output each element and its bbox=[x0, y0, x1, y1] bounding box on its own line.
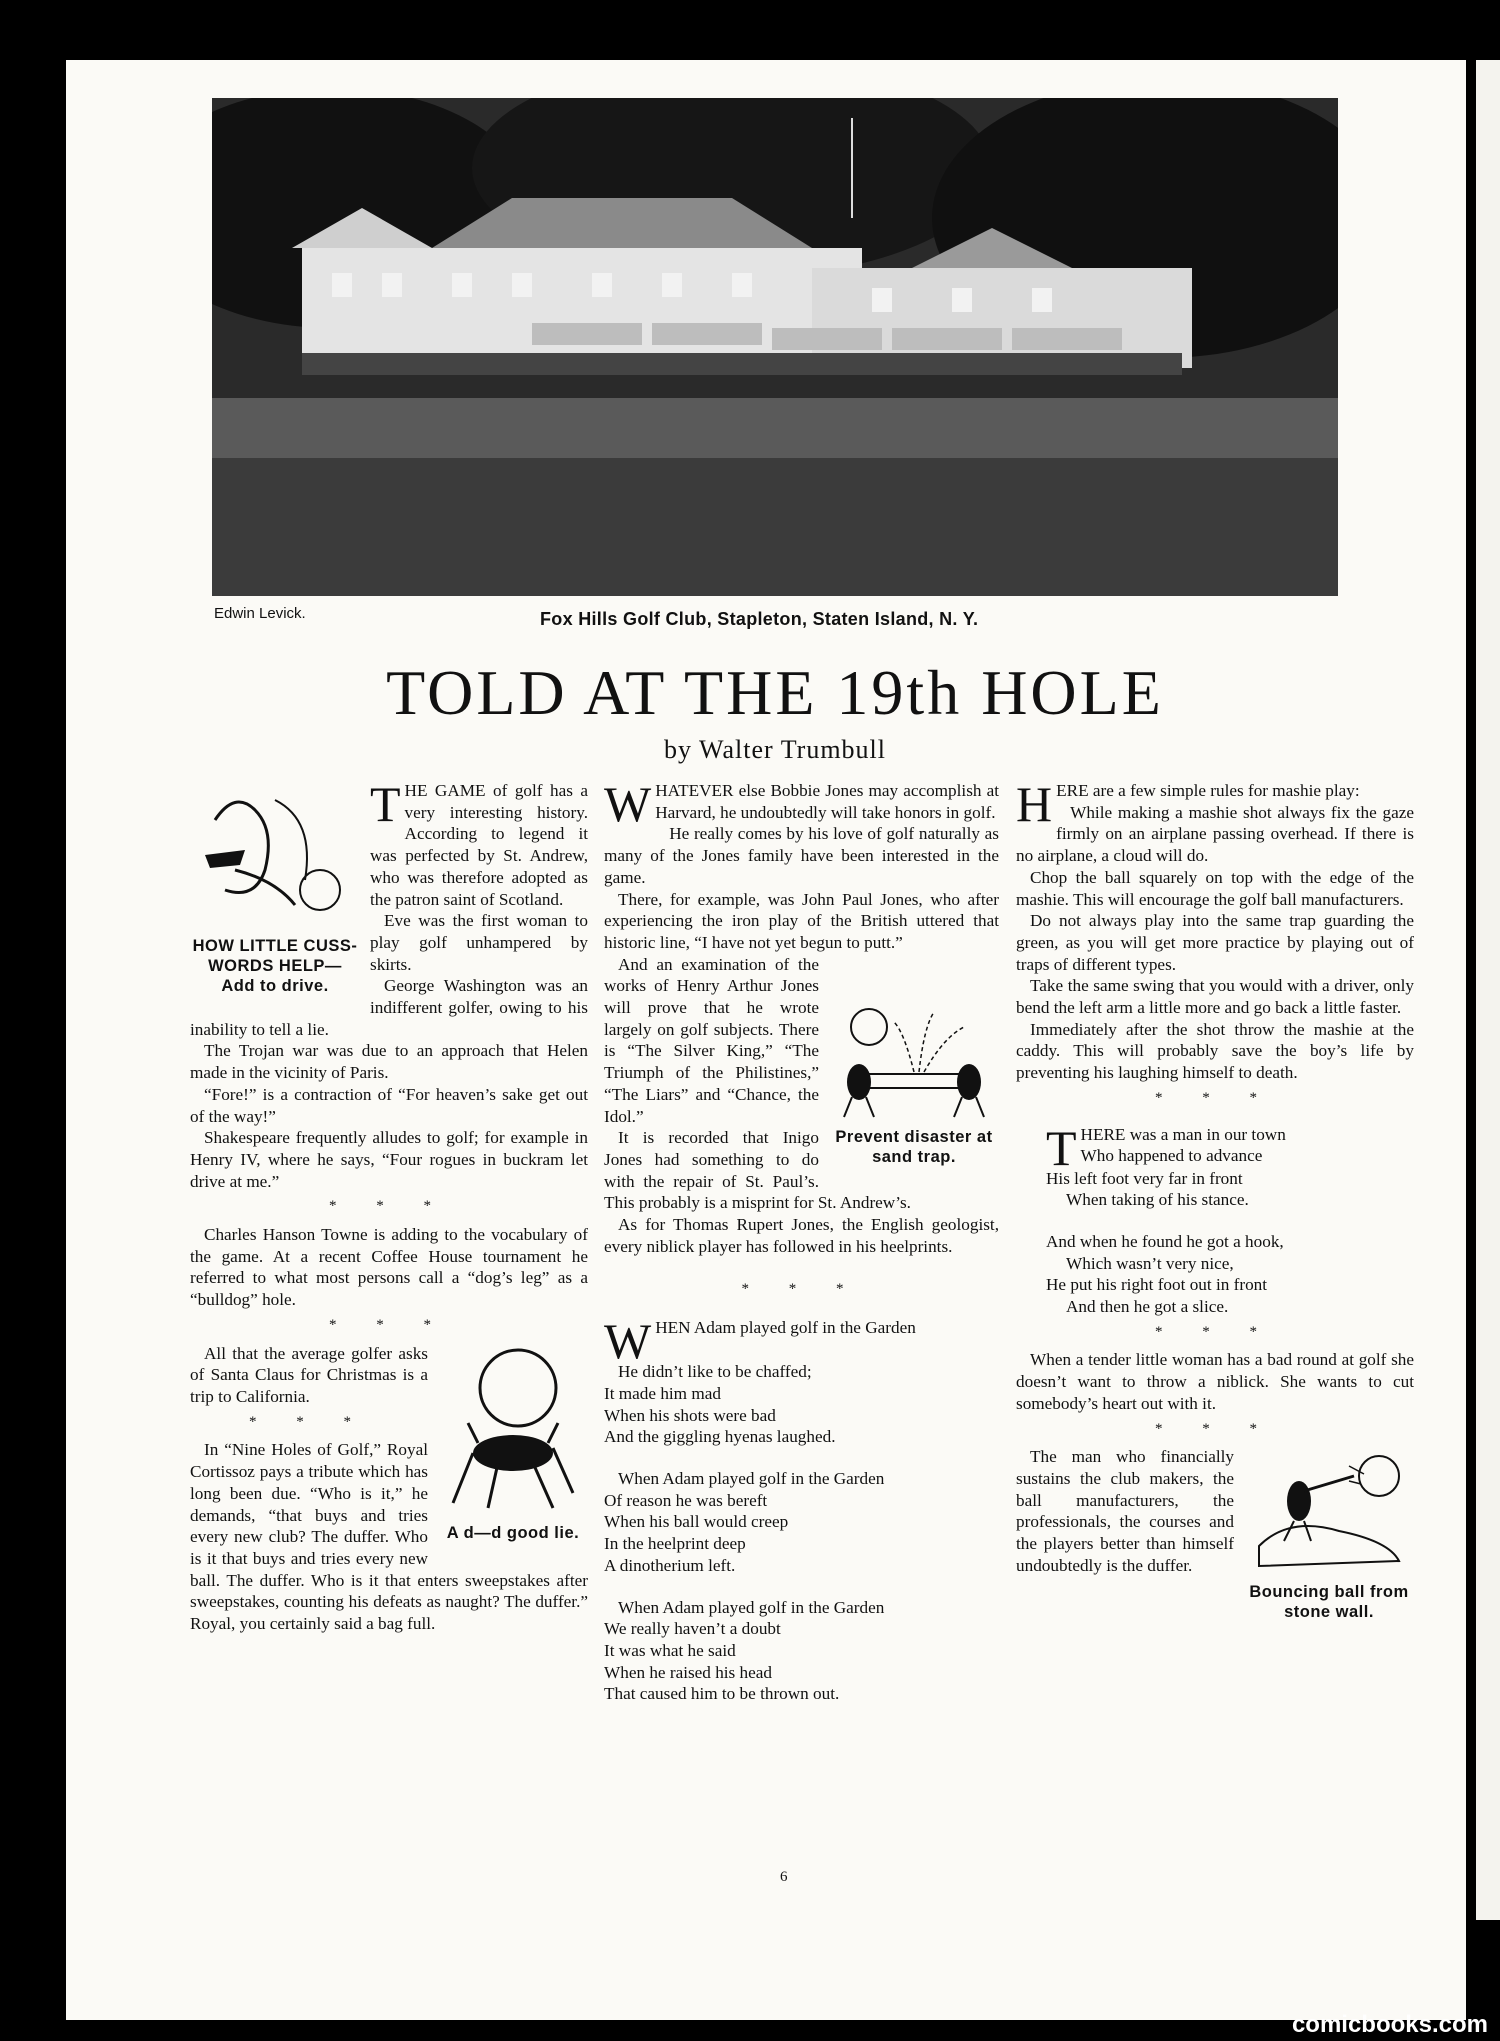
paragraph: Shakespeare frequently alludes to golf; for example in Henry IV, where he says, “Four rogues in buckram let drive at me.” bbox=[190, 1128, 588, 1191]
illustration-caption-sub: Add to drive. bbox=[221, 976, 329, 995]
paragraph: When a tender little woman has a bad round at golf she doesn’t want to throw a niblick. She wants to cut somebody’s heart out with it. bbox=[1016, 1350, 1414, 1413]
golfer-cartoon-icon bbox=[195, 780, 355, 930]
paragraph: Immediately after the shot throw the mashie at the caddy. This will probably save the boy’s life by preventing his laughing himself to death. bbox=[1016, 1019, 1414, 1083]
photo-credit: Edwin Levick. bbox=[214, 605, 306, 622]
verse-stanza: THERE was a man in our town Who happened to advance His left foot very far in front When taking of his stance. And when he found he got a hook, Which wasn’t very nice, He put his right foot out in front And then he got a slice. bbox=[1046, 1119, 1286, 1317]
photo-caption: Fox Hills Golf Club, Stapleton, Staten Island, N. Y. bbox=[540, 609, 979, 629]
paragraph: It is recorded that Inigo Jones had something to do with the repair of St. Paul’s. This probably is a misprint for St. Andrew’s. bbox=[604, 1128, 911, 1213]
paragraph: “Fore!” is a contraction of “For heaven’s sake get out of the way!” bbox=[190, 1084, 588, 1126]
drop-cap: T bbox=[1046, 1119, 1077, 1176]
illustration-caption: Bouncing ball from stone wall. bbox=[1249, 1582, 1409, 1621]
devil-with-ball-icon bbox=[443, 1343, 583, 1518]
paragraph: There, for example, was John Paul Jones, who after experiencing the iron play of the British uttered that historic line, “I have not yet begun to putt.” bbox=[604, 889, 999, 952]
column-2 bbox=[604, 776, 999, 1705]
adjacent-page-edge bbox=[1476, 60, 1500, 1920]
paragraph: He really comes by his love of golf naturally as many of the Jones family have been interested in the game. bbox=[604, 824, 999, 887]
drop-cap: W bbox=[604, 776, 652, 832]
paragraph: As for Thomas Rupert Jones, the English geologist, every niblick player has followed in his heelprints. bbox=[604, 1215, 999, 1256]
column-3 bbox=[1016, 776, 1414, 1628]
paragraph: Do not always play into the same trap guarding the green, as you will get more practice by playing out of traps of different types. bbox=[1016, 911, 1414, 974]
section-divider: * * * bbox=[1155, 1089, 1275, 1106]
section-divider: * * * bbox=[1155, 1420, 1275, 1437]
verse-stanza: He didn’t like to be chaffed; It made him mad When his shots were bad And the giggling hyenas laughed. bbox=[604, 1362, 836, 1447]
paragraph: Take the same swing that you would with a driver, only bend the left arm a little more and go back a little faster. bbox=[1016, 976, 1414, 1018]
paragraph: Eve was the first woman to play golf unhampered by skirts. bbox=[370, 911, 588, 974]
paragraph: Charles Hanson Towne is adding to the vocabulary of the game. At a recent Coffee House tournament he referred to what most persons call a “dog’s leg” as a “bulldog” hole. bbox=[190, 1225, 588, 1310]
illustration-caption: Prevent disaster at sand trap. bbox=[835, 1128, 993, 1167]
paragraph: George Washington was an indifferent golfer, owing to his inability to tell a lie. bbox=[190, 976, 588, 1039]
illustration-caption-heading: HOW LITTLE CUSS-WORDS HELP— bbox=[192, 936, 358, 975]
section-divider: * * * bbox=[741, 1281, 862, 1298]
devil-on-rock-icon bbox=[1249, 1446, 1409, 1576]
drop-cap: T bbox=[370, 776, 401, 832]
bouncing-ball-illustration bbox=[1244, 1446, 1414, 1622]
section-divider: * * * bbox=[1155, 1323, 1275, 1340]
clubhouse-photo bbox=[212, 98, 1338, 596]
clubhouse-photo-drawing bbox=[212, 98, 1338, 596]
section-divider: * * * bbox=[249, 1413, 369, 1430]
paragraph: All that the average golfer asks of Santa Claus for Christmas is a trip to California. bbox=[190, 1343, 428, 1406]
paragraph: The man who financially sustains the club makers, the ball manufacturers, the professionals, the courses and the players better than himself undoubtedly is the duffer. bbox=[1016, 1447, 1234, 1575]
verse-stanza: WHEN Adam played golf in the Garden bbox=[604, 1313, 916, 1370]
cuss-words-illustration bbox=[190, 780, 360, 996]
sand-trap-illustration bbox=[829, 1002, 999, 1168]
illustration-caption: A d—d good lie. bbox=[446, 1524, 580, 1543]
section-divider: * * * bbox=[329, 1316, 449, 1333]
good-lie-illustration bbox=[438, 1343, 588, 1544]
verse-stanza: When Adam played golf in the Garden We really haven’t a doubt It was what he said When he raised his head That caused him to be thrown out. bbox=[604, 1597, 885, 1704]
devils-sand-trap-icon bbox=[834, 1002, 994, 1122]
drop-cap: W bbox=[604, 1313, 652, 1370]
drop-cap: H bbox=[1016, 776, 1053, 832]
paragraph: THE GAME of golf has a very interesting history. According to legend it was perfected by St. Andrew, who was therefore adopted as the patron saint of Scotland. bbox=[370, 776, 588, 909]
page-number: 6 bbox=[780, 1869, 788, 1885]
paragraph: While making a mashie shot always fix the gaze firmly on an airplane passing overhead. If there is no airplane, a cloud will do. bbox=[1016, 802, 1414, 866]
paragraph: In “Nine Holes of Golf,” Royal Cortissoz pays a tribute which has long been due. “Who is it,” he demands, “that buys and tries every new club? The duffer. Who is it that buys and tries every new ball. The duffer. Who is it that enters sweepstakes after sweepstakes, counting his defeats as naught? The duffer.” Royal, you certainly said a bag full. bbox=[190, 1440, 588, 1634]
watermark: comicbooks.com bbox=[1291, 2011, 1488, 2038]
verse-stanza: When Adam played golf in the Garden Of reason he was bereft When his ball would creep In the heelprint deep A dinotherium left. bbox=[604, 1468, 885, 1575]
paragraph: And an examination of the works of Henry Arthur Jones will prove that he wrote largely on golf subjects. There is “The Silver King,” “The Triumph of the Philistines,” “The Liars” and “Chance, the Idol.” bbox=[604, 954, 819, 1126]
section-divider: * * * bbox=[329, 1198, 449, 1215]
paragraph: Chop the ball squarely on top with the edge of the mashie. This will encourage the golf ball manufacturers. bbox=[1016, 867, 1414, 909]
paragraph: HERE are a few simple rules for mashie play: bbox=[1016, 776, 1360, 832]
paragraph: WHATEVER else Bobbie Jones may accomplish at Harvard, he undoubtedly will take honors in golf. bbox=[604, 776, 999, 832]
article-title: TOLD AT THE 19th HOLE bbox=[386, 657, 1164, 728]
article-byline: by Walter Trumbull bbox=[663, 735, 886, 764]
column-1 bbox=[190, 776, 588, 1635]
paragraph: The Trojan war was due to an approach that Helen made in the vicinity of Paris. bbox=[190, 1041, 588, 1083]
